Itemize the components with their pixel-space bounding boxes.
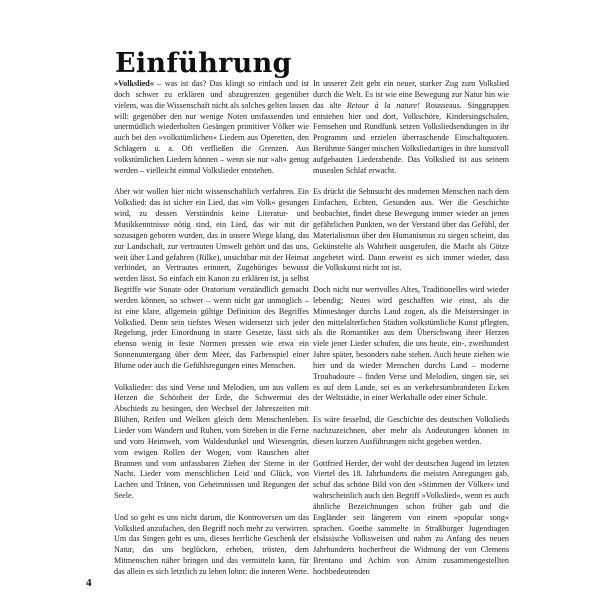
paragraph [114, 79, 309, 177]
paragraph: Es drückt die Sehnsucht des modernen Menschen nach dem Einfachen, Echten, Gesunden aus. Wer die Geschichte beobachtet, findet diese Bewegung immer wieder an jenen gefährlichen Punkten, wo der Verstand über das Gefühl, der Materialismus über den Humanismus zu siegen scheint, das Gekünstelte als Wahrheit ausgerufen, die Macht als Götze angebetet wird. Dann erweist es sich immer wieder, dass die Volkskunst nicht tot ist. [313, 187, 509, 273]
paragraph: Volkslieder: das sind Verse und Melodien, um aus vollem Herzen die Schönheit der Erde, die Schwermut des Abschieds zu besingen, den Wechsel der Jahreszeiten mit Blühen, Reifen und Welken gleich dem Menschenleben. Lieder vom Wandern und Ruhen, vom Streben in die Ferne und vom Heimweh, vom Waldesdunkel und Wiesengrün, vom ewigen Rollen der Wogen, vom Rauschen alter Brunnen und vom unfassbaren Ziehen der Sterne in der Nacht. Lieder vom menschlichen Leid und Glück, von Lachen und Tränen, von Geheimnissen und Regungen der Seele. [114, 382, 309, 501]
bold-term: »Volkslied« [114, 79, 154, 88]
paragraph: Und so geht es uns nicht darum, die Kontroversen um das Volkslied anzufachen, den Begriff noch mehr zu verwirren. Um das Singen geht es uns, dieses herrliche Geschenk der Natur, das uns beglücken, erheben, trösten, dem Mitmenschen näher bringen und das vermitteln kann, für das allein es sich letztlich zu leben lohnt: die inneren Werte. [114, 512, 309, 576]
right-column [313, 79, 509, 589]
paragraph: Es wäre fesselnd, die Geschichte des deutschen Volkslieds nachzuzeichnen, aber mehr als Andeutungen können in diesen kurzen Ausführungen nicht gegeben werden. [313, 415, 509, 446]
paragraph: Aber wir wollen hier nicht wissenschaftlich verfahren. Ein Volkslied: das ist sicher ein Lied, das »im Volk« gesungen wird, zu dessen Verständnis keine Literatur- und Musikkenntnisse nötig sind, ein Lied, das wir mit dir sozusagen geboren wurden, das in unsere Wiege klang, das zur Landschaft, zur vertrauten Umwelt gehört und das uns, weit über Land gefahren (Rilke), unsichtbar mit der Heimat verbindet, an Vertrautes erinnert, Zugehöriges bewusst werden lässt. So einfach ein Kanon zu erklären ist, ja selbst Begriffe wie Sonate oder Oratorium verständlich gemacht werden können, so schwer – wenn nicht gar unmöglich – ist eine klare, allgemein gültige Definition des Begriffes Volkslied. Denn sein tiefstes Wesen widersetzt sich jeder Regelung, jeder Einordnung in starre Gesetze, lässt sich ebenso wenig in feste Normen pressen wie etwa ein Sonnenuntergang über dem Meer, das Farbenspiel einer Blume oder auch die Gefühlsregungen eines Menschen. [114, 187, 309, 370]
page-number: 4 [86, 577, 92, 589]
italic-quote: Retour à la nature! [346, 100, 420, 110]
paragraph-text: In unserer Zeit geht ein neuer, starker Zug zum Volkslied durch die Welt. Es ist wie eine Bewegung zur Natur hin wie das alte [313, 79, 509, 110]
paragraph: Doch nicht nur wertvolles Altes, Traditionelles wird wieder lebendig; Neues wird geschaffen wie einst, als die Minnesänger durchs Land zogen, als die Meistersinger in den mittelalterlichen Städten volkstümliche Kunst pflegten, als die Romantiker aus dem Überschwang ihrer Herzen viele jener Lieder schufen, die uns heute, ein-, zweihundert Jahre später, besonders nahe stehen. Auch heute ziehen wie hier und da wieder Menschen durchs Land – moderne Troubadoure – finden Verse und Melodien, singen sie, sei es auf dem Lande, sei es an verkehrsumbrandeten Ecken der Weltstädte, in einer Werkshalle oder einer Schule. [313, 285, 509, 403]
paragraph: Gottfried Herder, der wohl der deutschen Jugend im letzten Viertel des 18. Jahrhunderts die meisten Anregungen gab, schuf das schöne Bild von den »Stimmen der Völker« und wahrscheinlich auch den Begriff »Volkslied«, wenn es auch ähnliche Bezeichnungen schon früher gab und die Engländer seit längerem von einem »popular song« sprachen. Goethe sammelte in Straßburger Jugendtagen elsässische Volksweisen und nahm zu Anfang des neuen Jahrhunderts hocherfreut die Widmung der von Clemens Brentano und Achim von Arnim zusammengestellten hochbedeutenden [313, 458, 509, 576]
paragraph-text: Rousseaus. Singgruppen entstehen hier und dort, Volkschöre, Kindersingschulen, Fernsehen und Rundfunk setzen Volksliedsendungen in ihr Programm und erzielen überraschende Einschaltquoten. Berühmte Sänger mischen Volksliedartiges in ihre kunstvoll aufgebauten Liederabende. Das Volkslied ist aus seinem musealen Schlaf erwacht. [313, 100, 509, 175]
paragraph-text: – was ist das? Das klingt so einfach und ist doch schwer zu erklären und abzugrenzen gegenüber vielem, was die Wissenschaft nicht als solches gelten lassen will: gegenüber den nur wenige Noten umfassenden und unermüdlich wiederholten Gesängen primitiver Völker wie auch bei den »volkstümlichen« Liedern aus Operetten, den Schlagern u. a. Oft verfließen die Grenzen. Aus volkstümlichen Liedern können – wenn sie nur »alt« genug werden – vielleicht einmal Volkslieder entstehen. [114, 79, 309, 175]
page-title: Einführung [115, 48, 292, 79]
paragraph [313, 79, 509, 177]
left-column [114, 79, 309, 589]
